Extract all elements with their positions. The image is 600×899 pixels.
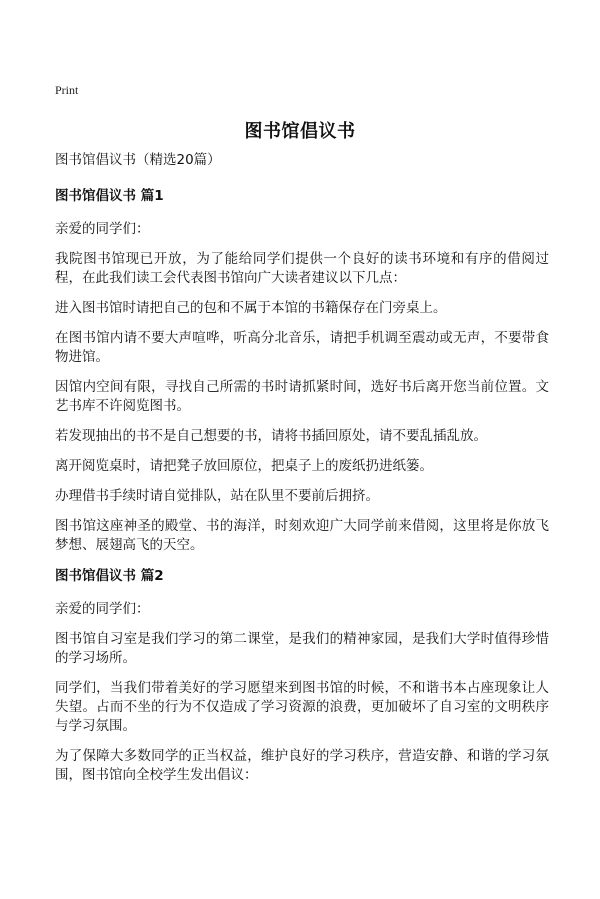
paragraph: 为了保障大多数同学的正当权益，维护良好的学习秩序，营造安静、和谐的学习氛围，图书馆向全校学生发出倡议：	[55, 748, 549, 783]
paragraph: 图书馆这座神圣的殿堂、书的海洋，时刻欢迎广大同学前来借阅，这里将是你放飞梦想、展翅高飞的天空。	[55, 518, 549, 553]
page-title: 图书馆倡议书	[244, 121, 356, 142]
paragraph: 若发现抽出的书不是自己想要的书，请将书插回原处，请不要乱插乱放。	[55, 428, 487, 444]
section-1	[55, 186, 549, 555]
paragraph: 离开阅览桌时，请把凳子放回原位，把桌子上的废纸扔进纸篓。	[55, 458, 433, 474]
document-body	[55, 150, 549, 796]
paragraph: 同学们，当我们带着美好的学习愿望来到图书馆的时候，不和谐书本占座现象让人失望。占而不坐的行为不仅造成了学习资源的浪费，更加破坏了自习室的文明秩序与学习氛围。	[55, 680, 549, 734]
paragraph: 图书馆自习室是我们学习的第二课堂，是我们的精神家园，是我们大学时值得珍惜的学习场所。	[55, 631, 549, 666]
section-heading: 图书馆倡议书 篇2	[55, 568, 164, 584]
section-2	[55, 566, 549, 785]
paragraph: 我院图书馆现已开放，为了能给同学们提供一个良好的读书环境和有序的借阅过程，在此我们读工会代表图书馆向广大读者建议以下几点：	[55, 251, 549, 286]
paragraph: 亲爱的同学们：	[55, 221, 150, 237]
print-link[interactable]: Print	[55, 83, 79, 97]
paragraph: 因馆内空间有限，寻找自己所需的书时请抓紧时间，选好书后离开您当前位置。文艺书库不许阅览图书。	[55, 379, 549, 414]
section-heading: 图书馆倡议书 篇1	[55, 188, 164, 204]
paragraph: 在图书馆内请不要大声喧哗，听高分北音乐，请把手机调至震动或无声，不要带食物进馆。	[55, 330, 549, 365]
paragraph: 进入图书馆时请把自己的包和不属于本馆的书籍保存在门旁桌上。	[55, 300, 447, 316]
paragraph: 办理借书手续时请自觉排队，站在队里不要前后拥挤。	[55, 488, 379, 504]
document-subtitle: 图书馆倡议书（精选20篇）	[55, 152, 221, 168]
paragraph: 亲爱的同学们：	[55, 601, 150, 617]
